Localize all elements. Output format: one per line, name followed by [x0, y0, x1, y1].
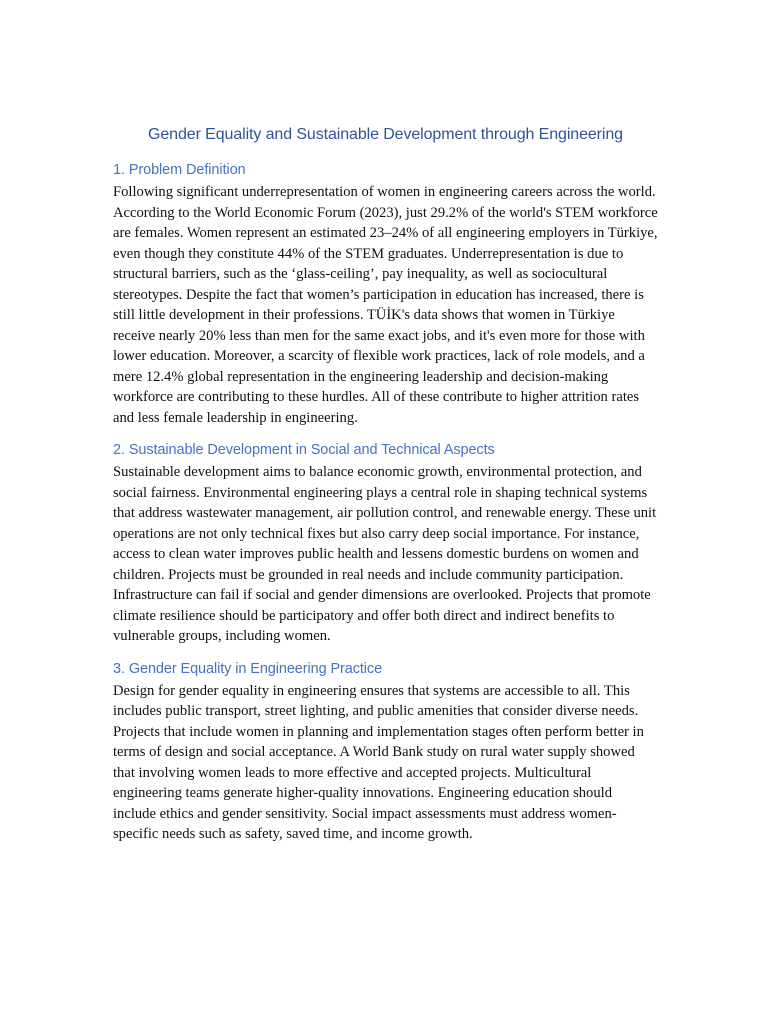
- section-problem-definition: [113, 160, 658, 428]
- section-heading: 3. Gender Equality in Engineering Practice: [113, 660, 383, 677]
- section-paragraph: Design for gender equality in engineering ensures that systems are accessible to all. This includes public transport, street lighting, and public amenities that consider diverse needs. Projects that include women in planning and implementation stages often perform better in terms of design and social acceptance. A World Bank study on rural water supply showed that involving women leads to more effective and accepted projects. Multicultural engineering teams generate higher-quality innovations. Engineering education should include ethics and gender sensitivity. Social impact assessments must address women-specific needs such as safety, saved time, and income growth.: [113, 682, 644, 842]
- section-heading: 2. Sustainable Development in Social and Technical Aspects: [113, 442, 495, 458]
- document-content: [113, 124, 658, 857]
- section-sustainable-development: [113, 440, 658, 647]
- section-heading: 1. Problem Definition: [113, 162, 246, 178]
- document-title: Gender Equality and Sustainable Development through Engineering: [148, 126, 623, 143]
- section-paragraph: Sustainable development aims to balance economic growth, environmental protection, and social fairness. Environmental engineering plays a central role in shaping technical systems that address wastewater management, air pollution control, and renewable energy. These unit operations are not only technical fixes but also carry deep social importance. For instance, access to clean water improves public health and lessens domestic burdens on women and children. Projects must be grounded in real needs and include community participation. Infrastructure can fail if social and gender dimensions are overlooked. Projects that promote climate resilience should be participatory and offer both direct and indirect benefits to vulnerable groups, including women.: [113, 464, 657, 644]
- section-paragraph: Following significant underrepresentation of women in engineering careers across the world. According to the World Economic Forum (2023), just 29.2% of the world's STEM workforce are females. Women represent an estimated 23–24% of all engineering employers in Türkiye, even though they constitute 44% of the STEM graduates. Underrepresentation is due to structural barriers, such as the ‘glass-ceiling’, pay inequality, as well as sociocultural stereotypes. Despite the fact that women’s participation in education has increased, there is still little development in their professions. TÜİK's data shows that women in Türkiye receive nearly 20% less than men for the same exact jobs, and it's even more for those with lower education. Moreover, a scarcity of flexible work practices, lack of role models, and a mere 12.4% global representation in the engineering leadership and decision-making workforce are contributing to these hurdles. All of these contribute to higher attrition rates and less female leadership in engineering.: [113, 184, 658, 426]
- section-gender-equality-practice: [113, 659, 658, 845]
